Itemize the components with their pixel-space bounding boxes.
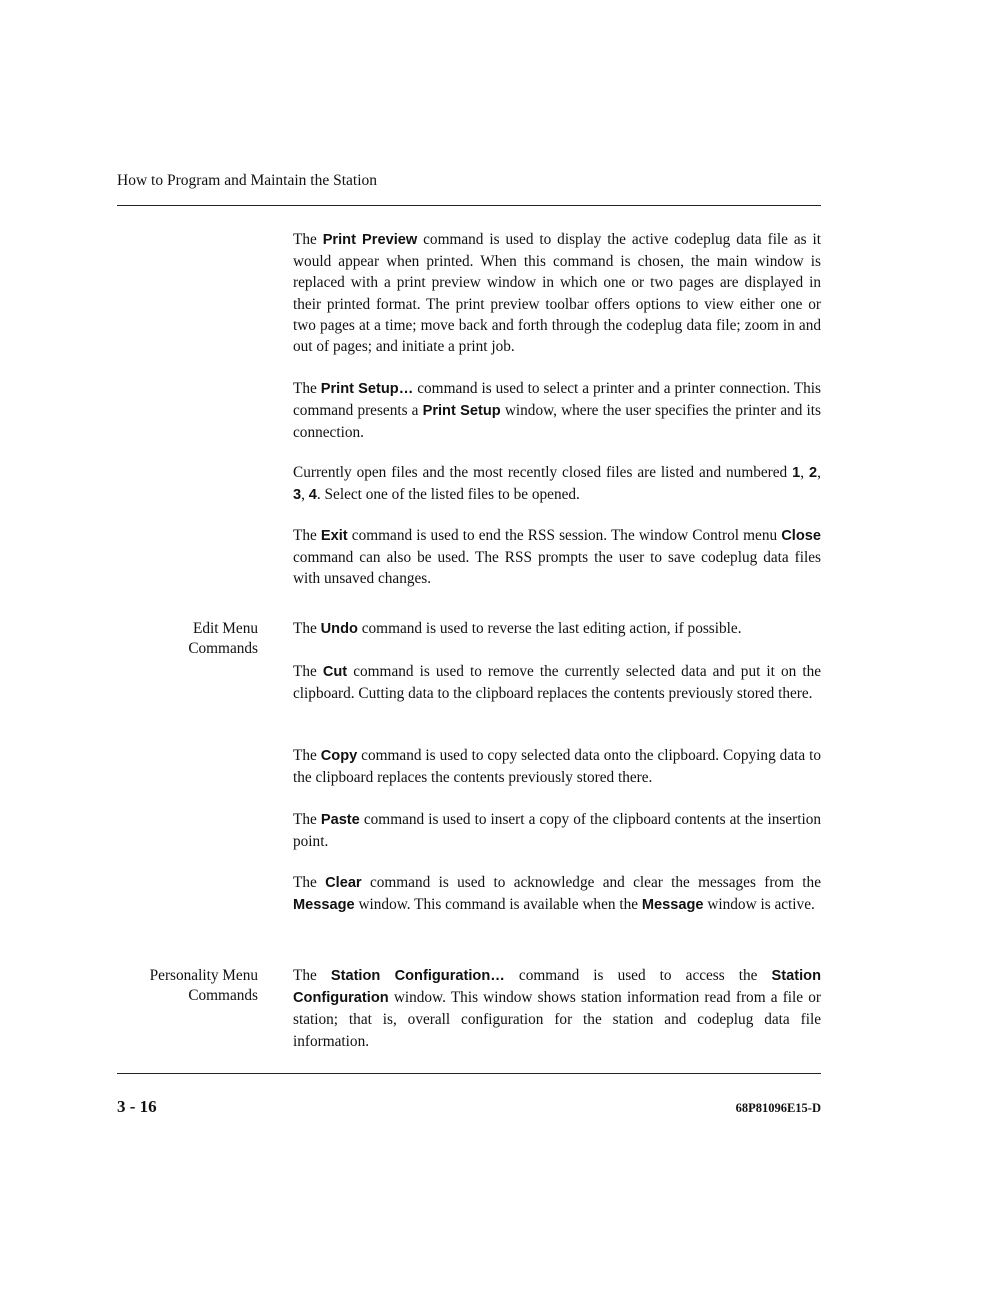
section-label-edit-menu: Edit Menu Commands — [188, 620, 258, 657]
section-label-personality-menu: Personality Menu Commands — [149, 967, 258, 1004]
page-number: 3 - 16 — [117, 1097, 157, 1116]
paragraph-recent-files: Currently open files and the most recently closed files are listed and numbered 1, 2, 3, 4. Select one of the listed files to be opened. — [293, 464, 821, 504]
paragraph-exit: The Exit command is used to end the RSS session. The window Control menu Close command can also be used. The RSS prompts the user to save codeplug data files with unsaved changes. — [293, 527, 821, 588]
document-number: 68P81096E15-D — [735, 1101, 821, 1115]
header-rule — [117, 205, 821, 206]
paragraph-cut: The Cut command is used to remove the currently selected data and put it on the clipboard. Cutting data to the clipboard replaces the contents previously stored there. — [293, 663, 822, 703]
paragraph-print-setup: The Print Setup… command is used to select a printer and a printer connection. This command presents a Print Setup window, where the user specifies the printer and its connection. — [293, 380, 821, 442]
paragraph-clear: The Clear command is used to acknowledge and clear the messages from the Message window. This command is available when the Message window is active. — [293, 874, 821, 914]
paragraph-undo: The Undo command is used to reverse the last editing action, if possible. — [293, 620, 742, 637]
paragraph-copy: The Copy command is used to copy selected data onto the clipboard. Copying data to the clipboard replaces the contents previously stored there. — [293, 747, 821, 787]
paragraph-print-preview: The Print Preview command is used to display the active codeplug data file as it would appear when printed. When this command is chosen, the main window is replaced with a print preview window in which one or two pages are displayed in their printed format. The print preview toolbar offers options to view either one or two pages at a time; move back and forth through the codeplug data file; zoom in and out of pages; and initiate a print job. — [293, 231, 822, 356]
footer-rule — [117, 1073, 821, 1074]
paragraph-station-configuration: The Station Configuration… command is used to access the Station Configuration window. This window shows station information read from a file or station; that is, overall configuration for the station and codeplug data file information. — [293, 967, 822, 1050]
paragraph-paste: The Paste command is used to insert a copy of the clipboard contents at the insertion point. — [293, 811, 821, 851]
running-header-title: How to Program and Maintain the Station — [117, 172, 378, 189]
